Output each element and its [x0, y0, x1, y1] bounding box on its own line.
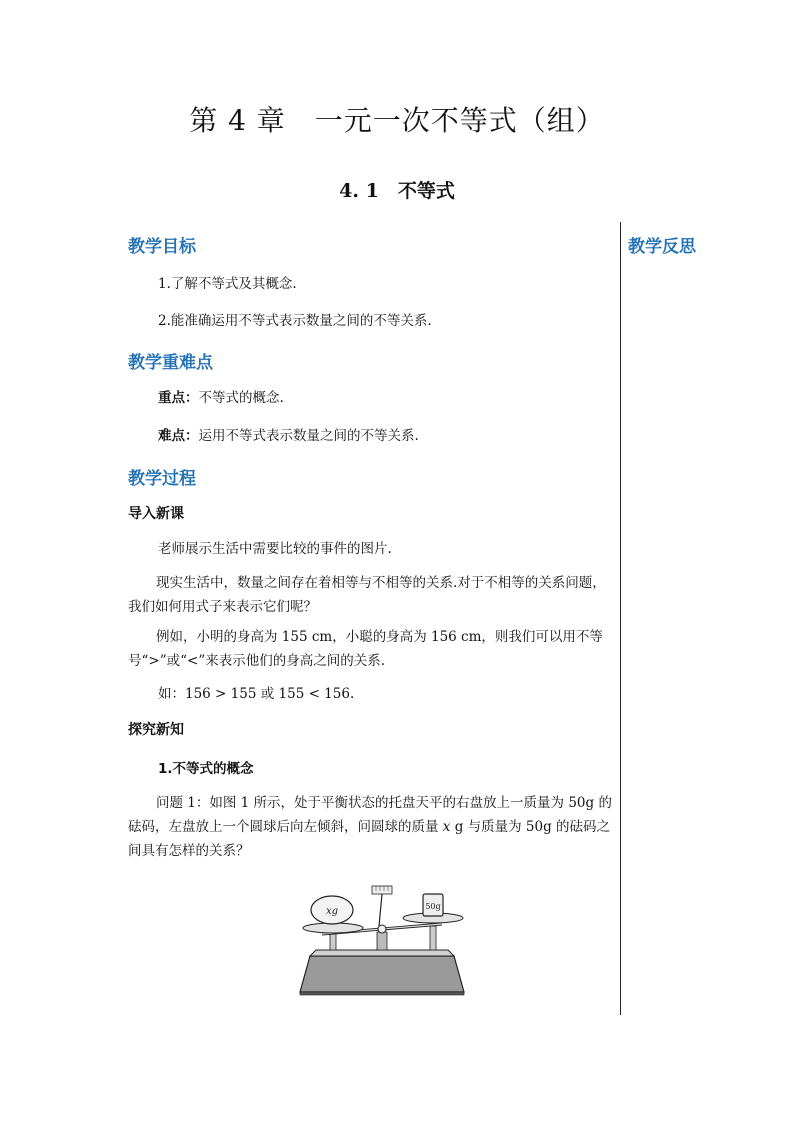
example-paragraph: 例如，小明的身高为 155 cm，小聪的身高为 156 cm，则我们可以用不等号“>”或“<”来表示他们的身高之间的关系. [128, 629, 603, 669]
column-divider [620, 222, 621, 1015]
right-post [430, 926, 436, 950]
focus-label: 重点： [158, 390, 199, 406]
reflection-heading: 教学反思 [628, 237, 696, 257]
goals-heading: 教学目标 [128, 237, 196, 257]
example-result: 如：156 > 155 或 155 < 156. [158, 686, 355, 702]
question-variable: x [442, 819, 451, 835]
concept-heading: 1.不等式的概念 [158, 761, 254, 777]
focus-line [158, 387, 284, 409]
scale-base-edge [300, 992, 464, 995]
difficulty-text: 运用不等式表示数量之间的不等关系. [198, 428, 419, 444]
question-text-after: g 与质量为 50g 的砝码之间具有怎样的关系？ [128, 819, 611, 859]
ball-label: xg [325, 906, 339, 917]
intro-heading: 导入新课 [128, 506, 184, 522]
question-paragraph [128, 791, 614, 863]
intro-line: 老师展示生活中需要比较的事件的图片. [158, 541, 392, 557]
chapter-title: 第 4 章 一元一次不等式（组） [189, 104, 605, 137]
center-pillar [377, 932, 387, 950]
process-heading: 教学过程 [128, 469, 196, 489]
balance-scale-figure [292, 880, 472, 996]
goal-item-1: 1.了解不等式及其概念. [158, 276, 297, 292]
question-text-before: 问题 1：如图 1 所示，处于平衡状态的托盘天平的右盘放上一质量为 50g 的砝码，左盘放上一个圆球后向左倾斜，问圆球的质量 [128, 795, 612, 835]
goal-item-2: 2.能准确运用不等式表示数量之间的不等关系. [158, 313, 432, 329]
key-points-heading: 教学重难点 [128, 353, 213, 373]
intro-paragraph: 现实生活中，数量之间存在着相等与不相等的关系.对于不相等的关系问题，我们如何用式子来表示它们呢？ [128, 575, 606, 615]
explore-heading: 探究新知 [128, 722, 184, 738]
difficulty-line [158, 425, 419, 447]
pivot [378, 925, 386, 933]
scale-base-top [310, 950, 454, 956]
indicator-needle [379, 894, 382, 926]
section-title: 4. 1 不等式 [339, 180, 455, 202]
weight-label: 50g [425, 902, 441, 911]
indicator-scale [372, 886, 392, 894]
focus-text: 不等式的概念. [198, 390, 284, 406]
scale-base [300, 956, 464, 992]
difficulty-label: 难点： [158, 428, 199, 444]
